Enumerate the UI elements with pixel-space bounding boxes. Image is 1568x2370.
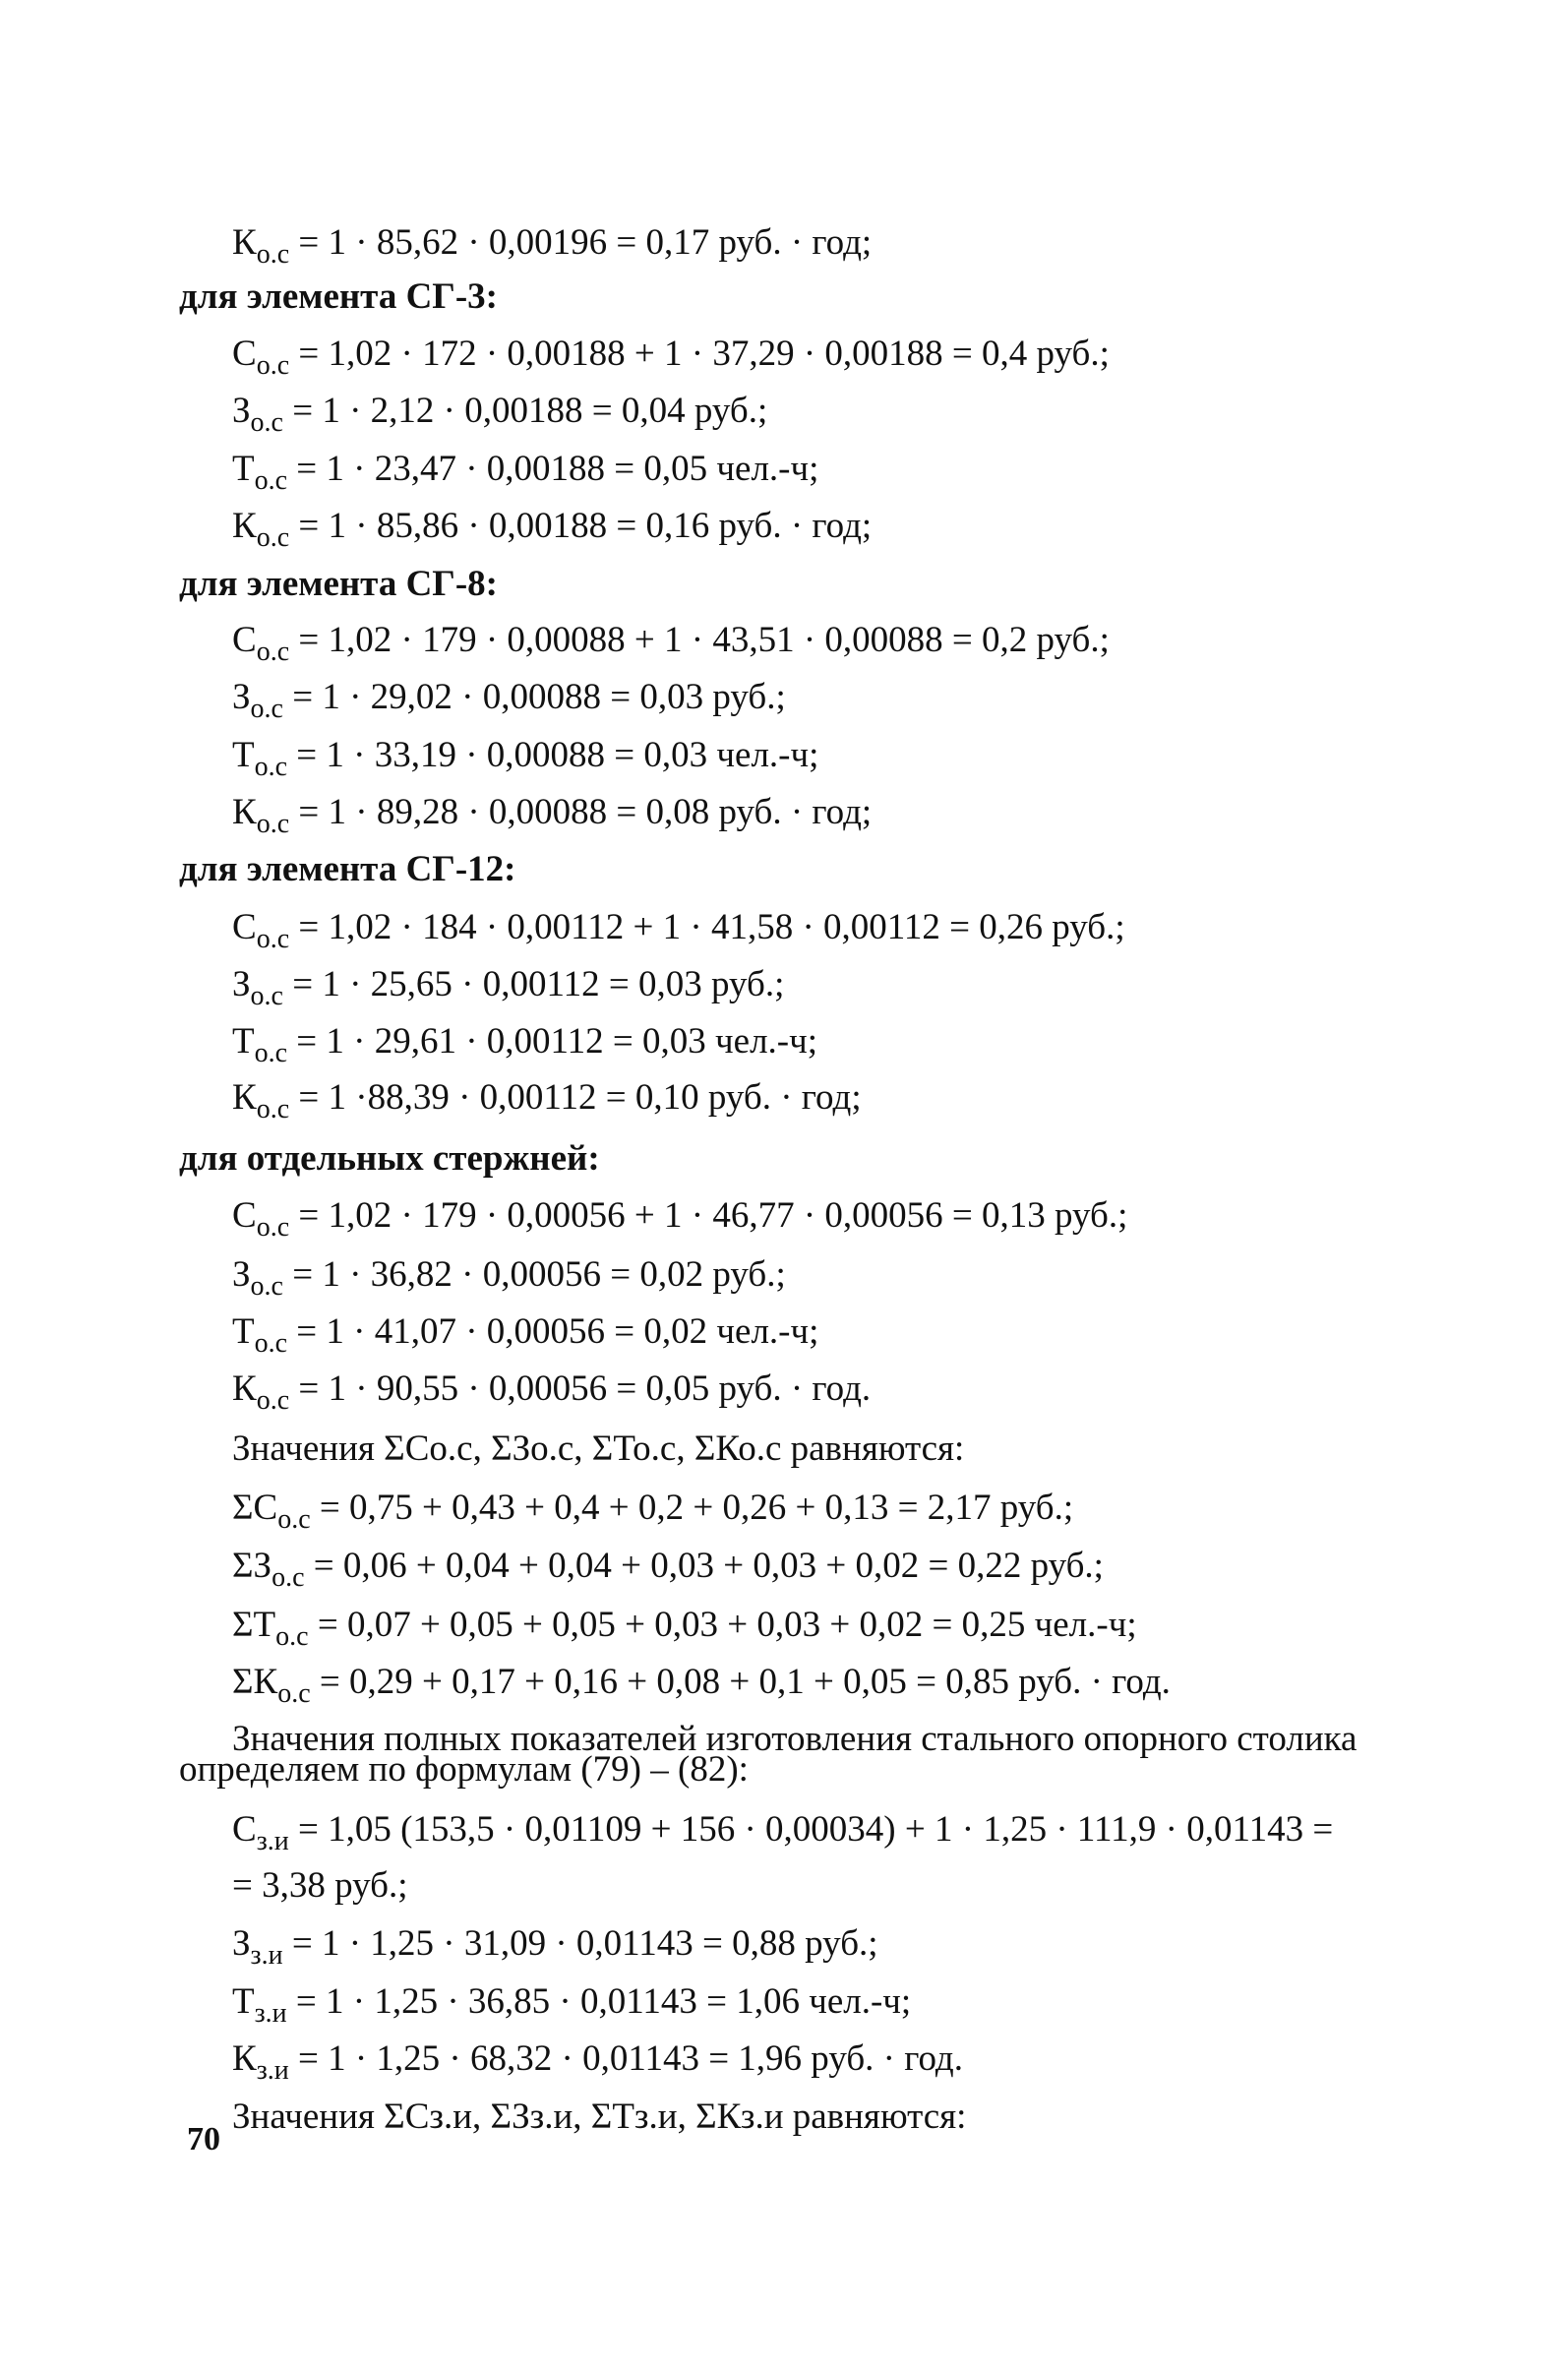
formula-subscript: о.с <box>254 1038 288 1068</box>
section-heading: для элемента СГ-3: <box>179 276 498 317</box>
formula-line <box>232 1605 1137 1652</box>
section-heading: для элемента СГ-12: <box>179 849 516 889</box>
formula-expression: = 0,75 + 0,43 + 0,4 + 0,2 + 0,26 + 0,13 = 2,17 руб.; <box>319 1488 1074 1528</box>
formula-expression: = 1,02 · 172 · 0,00188 + 1 · 37,29 · 0,00188 = 0,4 руб.; <box>298 334 1110 374</box>
formula-subscript: о.с <box>254 752 288 782</box>
formula-expression: = 1 · 23,47 · 0,00188 = 0,05 чел.-ч; <box>296 449 819 489</box>
formula-expression: = 1 · 89,28 · 0,00088 = 0,08 руб. · год; <box>298 792 873 832</box>
formula-line <box>232 222 873 270</box>
formula-symbol: ΣС <box>232 1488 278 1528</box>
formula-subscript: о.с <box>256 924 290 954</box>
formula-line <box>232 2038 963 2086</box>
formula-line <box>232 1021 818 1068</box>
formula-subscript: о.с <box>256 809 290 839</box>
paragraph-line: Значения ΣСз.и, ΣЗз.и, ΣТз.и, ΣКз.и равняются: <box>232 2097 967 2137</box>
formula-expression: = 1,05 (153,5 · 0,01109 + 156 · 0,00034) + 1 · 1,25 · 111,9 · 0,01143 = <box>297 1809 1334 1850</box>
formula-expression: = 1 · 1,25 · 68,32 · 0,01143 = 1,96 руб. · год. <box>297 2038 963 2079</box>
page-number: 70 <box>187 2121 220 2157</box>
formula-symbol: К <box>232 2038 257 2079</box>
formula-expression: = 1,02 · 179 · 0,00056 + 1 · 46,77 · 0,00056 = 0,13 руб.; <box>298 1195 1128 1236</box>
formula-symbol: ΣТ <box>232 1605 276 1645</box>
formula-line <box>232 735 819 782</box>
formula-line <box>232 964 785 1011</box>
formula-subscript: о.с <box>277 1678 311 1709</box>
formula-expression: = 1 · 41,07 · 0,00056 = 0,02 чел.-ч; <box>296 1311 819 1352</box>
formula-symbol: С <box>232 334 257 374</box>
formula-line <box>232 1867 408 1904</box>
formula-expression: = 0,29 + 0,17 + 0,16 + 0,08 + 0,1 + 0,05 = 0,85 руб. · год. <box>319 1662 1171 1702</box>
formula-line <box>232 907 1125 954</box>
formula-expression: = 1,02 · 184 · 0,00112 + 1 · 41,58 · 0,00112 = 0,26 руб.; <box>298 907 1125 947</box>
formula-subscript: о.с <box>271 1562 305 1593</box>
formula-line <box>232 391 768 438</box>
formula-line <box>232 1077 862 1124</box>
formula-symbol: С <box>232 620 257 660</box>
formula-subscript: о.с <box>254 1328 288 1359</box>
formula-symbol: Т <box>232 735 255 775</box>
formula-expression: = 1 · 90,55 · 0,00056 = 0,05 руб. · год. <box>298 1368 872 1409</box>
formula-subscript: о.с <box>256 1385 290 1416</box>
formula-subscript: о.с <box>256 1094 290 1124</box>
formula-expression: = 1 · 2,12 · 0,00188 = 0,04 руб.; <box>292 391 768 431</box>
paragraph-line: определяем по формулам (79) – (82): <box>179 1749 749 1790</box>
formula-line <box>232 1809 1334 1856</box>
formula-symbol: ΣЗ <box>232 1546 272 1586</box>
formula-expression: = 1 · 25,65 · 0,00112 = 0,03 руб.; <box>292 964 785 1004</box>
formula-subscript: о.с <box>256 522 290 553</box>
formula-expression: = 3,38 руб.; <box>232 1865 408 1906</box>
formula-symbol: З <box>232 677 251 717</box>
formula-symbol: З <box>232 1923 251 1964</box>
formula-subscript: о.с <box>250 407 283 438</box>
formula-subscript: з.и <box>250 1940 283 1971</box>
formula-symbol: Т <box>232 1311 255 1352</box>
formula-line <box>232 1488 1074 1535</box>
formula-line <box>232 449 819 496</box>
formula-line <box>232 1546 1104 1593</box>
formula-symbol: Т <box>232 449 255 489</box>
formula-line <box>232 620 1110 667</box>
formula-symbol: К <box>232 222 257 263</box>
section-heading: для отдельных стержней: <box>179 1138 600 1179</box>
formula-symbol: Т <box>232 1021 255 1062</box>
formula-expression: = 0,06 + 0,04 + 0,04 + 0,03 + 0,03 + 0,02 = 0,22 руб.; <box>313 1546 1104 1586</box>
formula-symbol: С <box>232 907 257 947</box>
formula-subscript: о.с <box>256 350 290 381</box>
formula-line <box>232 1311 819 1359</box>
formula-expression: = 1 ·88,39 · 0,00112 = 0,10 руб. · год; <box>298 1077 862 1118</box>
formula-expression: = 1 · 1,25 · 36,85 · 0,01143 = 1,06 чел.-ч; <box>295 1981 912 2022</box>
formula-symbol: З <box>232 964 251 1004</box>
formula-line <box>232 1254 786 1302</box>
formula-symbol: К <box>232 792 257 832</box>
formula-subscript: о.с <box>275 1621 309 1652</box>
formula-line <box>232 1195 1128 1243</box>
paragraph-line: Значения полных показателей изготовления стального опорного столика <box>232 1719 1357 1759</box>
paragraph-line: Значения ΣСо.с, ΣЗо.с, ΣТо.с, ΣКо.с равняются: <box>232 1428 965 1469</box>
formula-line <box>232 1981 912 2029</box>
formula-line <box>232 334 1110 381</box>
formula-subscript: о.с <box>256 239 290 270</box>
formula-expression: = 1 · 36,82 · 0,00056 = 0,02 руб.; <box>292 1254 786 1295</box>
formula-line <box>232 506 873 553</box>
formula-symbol: ΣК <box>232 1662 278 1702</box>
formula-symbol: С <box>232 1809 257 1850</box>
section-heading: для элемента СГ-8: <box>179 564 498 604</box>
formula-subscript: о.с <box>277 1504 311 1535</box>
formula-line <box>232 1662 1171 1709</box>
formula-subscript: з.и <box>256 2055 289 2086</box>
formula-expression: = 1 · 1,25 · 31,09 · 0,01143 = 0,88 руб.; <box>291 1923 878 1964</box>
formula-subscript: о.с <box>256 637 290 667</box>
formula-subscript: о.с <box>250 1271 283 1302</box>
formula-subscript: з.и <box>254 1998 287 2029</box>
formula-line <box>232 792 873 839</box>
formula-subscript: о.с <box>250 981 283 1011</box>
formula-subscript: о.с <box>254 465 288 496</box>
formula-expression: = 1 · 85,86 · 0,00188 = 0,16 руб. · год; <box>298 506 873 546</box>
formula-symbol: С <box>232 1195 257 1236</box>
formula-symbol: К <box>232 506 257 546</box>
formula-expression: = 1 · 29,61 · 0,00112 = 0,03 чел.-ч; <box>296 1021 818 1062</box>
formula-symbol: К <box>232 1368 257 1409</box>
formula-expression: = 1 · 33,19 · 0,00088 = 0,03 чел.-ч; <box>296 735 819 775</box>
formula-symbol: З <box>232 391 251 431</box>
formula-expression: = 1 · 29,02 · 0,00088 = 0,03 руб.; <box>292 677 786 717</box>
formula-subscript: о.с <box>256 1212 290 1243</box>
formula-expression: = 1,02 · 179 · 0,00088 + 1 · 43,51 · 0,00088 = 0,2 руб.; <box>298 620 1110 660</box>
formula-subscript: о.с <box>250 694 283 724</box>
formula-symbol: К <box>232 1077 257 1118</box>
formula-line <box>232 677 786 724</box>
formula-expression: = 1 · 85,62 · 0,00196 = 0,17 руб. · год; <box>298 222 873 263</box>
formula-symbol: З <box>232 1254 251 1295</box>
formula-symbol: Т <box>232 1981 255 2022</box>
formula-line <box>232 1923 878 1971</box>
formula-expression: = 0,07 + 0,05 + 0,05 + 0,03 + 0,03 + 0,02 = 0,25 чел.-ч; <box>317 1605 1137 1645</box>
formula-subscript: з.и <box>256 1826 289 1856</box>
formula-line <box>232 1368 872 1416</box>
